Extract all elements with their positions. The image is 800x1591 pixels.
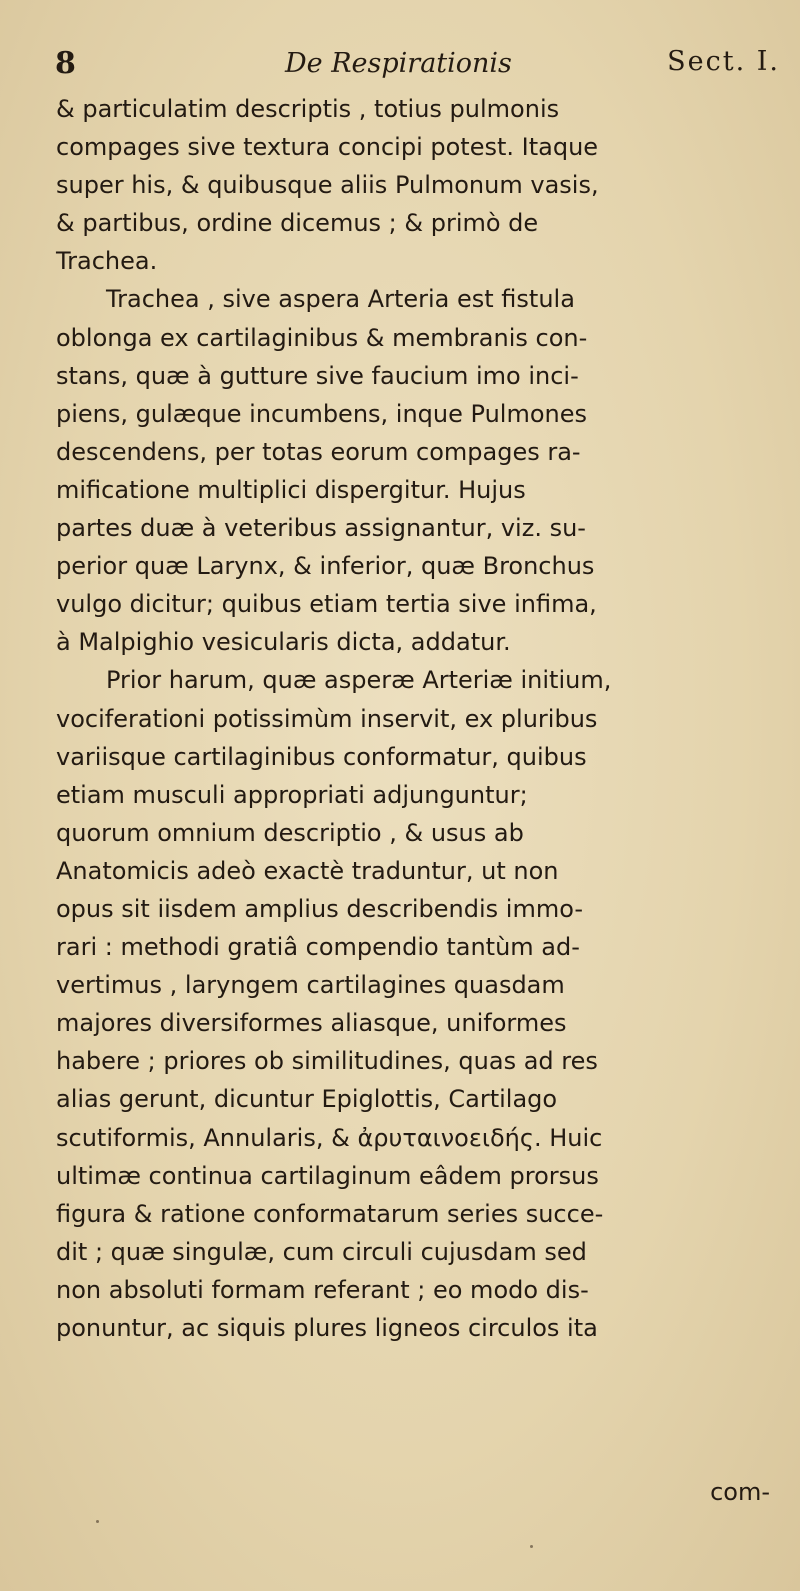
- text-line: partes duæ à veteribus assignantur, viz. su-: [56, 514, 586, 543]
- text-line: perior quæ Larynx, & inferior, quæ Bronchus: [56, 552, 595, 581]
- text-line: descendens, per totas eorum compages ra-: [56, 437, 581, 466]
- text-line: scutiformis, Annularis, & ἀρυταινοειδής. Huic: [56, 1123, 603, 1152]
- text-line: stans, quæ à gutture sive faucium imo inci-: [56, 361, 579, 390]
- paper-speck: [96, 1520, 99, 1523]
- text-line: piens, gulæque incumbens, inque Pulmones: [56, 399, 587, 428]
- body-text: [56, 90, 771, 1347]
- text-line: opus sit iisdem amplius describendis immo-: [56, 894, 584, 923]
- text-line: habere ; priores ob similitudines, quas ad res: [56, 1047, 598, 1076]
- text-line: vertimus , laryngem cartilagines quasdam: [56, 971, 565, 1000]
- text-line: mificatione multiplici dispergitur. Hujus: [56, 475, 526, 504]
- catchword: com-: [710, 1478, 770, 1506]
- text-line: super his, & quibusque aliis Pulmonum vasis,: [56, 171, 599, 200]
- text-line: figura & ratione conformatarum series succe-: [56, 1199, 604, 1228]
- text-line: dit ; quæ singulæ, cum circuli cujusdam sed: [56, 1237, 587, 1266]
- text-line: vulgo dicitur; quibus etiam tertia sive infima,: [56, 590, 597, 619]
- page-number: 8: [55, 46, 76, 81]
- paper-speck: [530, 1545, 533, 1548]
- text-line: & particulatim descriptis , totius pulmonis: [56, 95, 560, 123]
- text-line: rari : methodi gratiâ compendio tantùm ad-: [56, 933, 580, 962]
- text-line: Prior harum, quæ asperæ Arteriæ initium,: [106, 666, 612, 695]
- text-line: etiam musculi appropriati adjunguntur;: [56, 780, 528, 809]
- text-line: compages sive textura concipi potest. Itaque: [56, 133, 599, 162]
- text-line: Anatomicis adeò exactè traduntur, ut non: [56, 856, 559, 885]
- text-line: oblonga ex cartilaginibus & membranis con-: [56, 323, 588, 352]
- text-line: non absoluti formam referant ; eo modo dis-: [56, 1275, 589, 1304]
- text-line: vociferationi potissimùm inservit, ex pluribus: [56, 704, 598, 733]
- running-title: De Respirationis: [285, 48, 512, 79]
- section-label: Sect. I.: [667, 46, 780, 77]
- text-line: Trachea , sive aspera Arteria est fistula: [106, 285, 575, 314]
- text-line: quorum omnium descriptio , & usus ab: [56, 818, 524, 847]
- text-line: & partibus, ordine dicemus ; & primò de: [56, 209, 539, 238]
- text-line: variisque cartilaginibus conformatur, quibus: [56, 742, 587, 771]
- text-line: majores diversiformes aliasque, uniformes: [56, 1009, 567, 1038]
- page-header: [55, 38, 780, 98]
- text-line: ultimæ continua cartilaginum eâdem prorsus: [56, 1161, 599, 1190]
- text-line: alias gerunt, dicuntur Epiglottis, Cartilago: [56, 1085, 558, 1114]
- text-line: ponuntur, ac siquis plures ligneos circulos ita: [56, 1314, 598, 1342]
- text-line: à Malpighio vesicularis dicta, addatur.: [56, 628, 511, 657]
- text-line: Trachea.: [56, 247, 158, 276]
